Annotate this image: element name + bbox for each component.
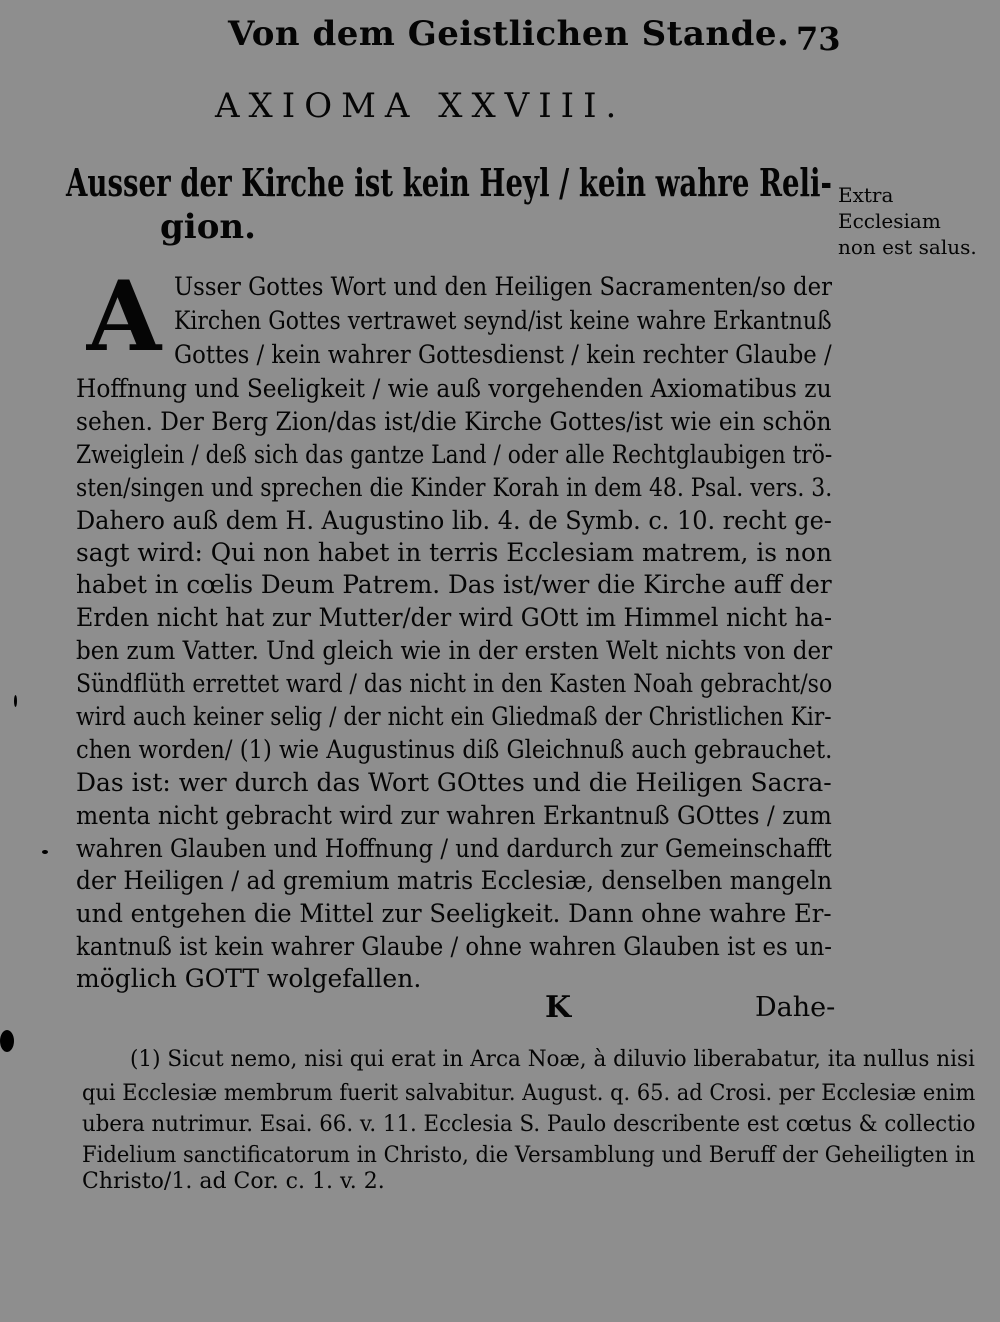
body-line: menta nicht gebracht wird zur wahren Erkantnuß GOttes / zum	[76, 801, 832, 830]
body-line: und entgehen die Mittel zur Seeligkeit. Dann ohne wahre Er-	[76, 899, 832, 928]
body-line: habet in cœlis Deum Patrem. Das ist/wer die Kirche auff der	[76, 570, 832, 599]
body-line: möglich GOTT wolgefallen.	[76, 964, 422, 993]
title-line-1: Ausser der Kirche ist kein Heyl / kein wahre Reli-	[66, 160, 832, 205]
body-line: sagt wird: Qui non habet in terris Ecclesiam matrem, is non	[76, 538, 832, 567]
catchword: Dahe-	[755, 992, 836, 1023]
running-title: Von dem Geistlichen Stande.	[228, 14, 790, 54]
footnote-line: qui Ecclesiæ membrum fuerit salvabitur. August. q. 65. ad Crosi. per Ecclesiæ enim	[82, 1081, 976, 1106]
ink-speck	[42, 850, 48, 854]
body-line: Kirchen Gottes vertrawet seynd/ist keine wahre Erkantnuß	[174, 306, 832, 335]
body-line: Gottes / kein wahrer Gottesdienst / kein rechter Glaube /	[174, 340, 832, 369]
body-line: Usser Gottes Wort und den Heiligen Sacramenten/so der	[174, 272, 832, 301]
body-line: der Heiligen / ad gremium matris Ecclesiæ, denselben mangeln	[76, 866, 833, 895]
title-line-2: gion.	[160, 207, 256, 247]
body-line: Sündflüth errettet ward / das nicht in den Kasten Noah gebracht/so	[76, 669, 833, 698]
body-line: ben zum Vatter. Und gleich wie in der ersten Welt nichts von der	[76, 636, 833, 665]
ink-speck	[14, 695, 17, 707]
body-line: chen worden/ (1) wie Augustinus diß Gleichnuß auch gebrauchet.	[76, 735, 833, 764]
body-line: sten/singen und sprechen die Kinder Korah in dem 48. Psal. vers. 3.	[76, 473, 833, 502]
signature-mark: K	[545, 990, 572, 1025]
body-line: Zweiglein / deß sich das gantze Land / oder alle Rechtglaubigen trö-	[76, 440, 833, 469]
footnote-line: Fidelium sanctificatorum in Christo, die Versamblung und Beruff der Geheiligten in	[82, 1143, 976, 1168]
footnote-line: Christo/1. ad Cor. c. 1. v. 2.	[82, 1169, 385, 1194]
footnote-line: ubera nutrimur. Esai. 66. v. 11. Ecclesia S. Paulo describente est cœtus & collectio	[82, 1112, 976, 1137]
marginal-note: Extra Ecclesiam non est salus.	[838, 183, 977, 259]
ink-speck	[0, 1030, 14, 1052]
body-line: Das ist: wer durch das Wort GOttes und die Heiligen Sacra-	[76, 768, 832, 797]
decorated-initial: A	[86, 260, 162, 373]
body-line: kantnuß ist kein wahrer Glaube / ohne wahren Glauben ist es un-	[76, 932, 833, 961]
body-line: sehen. Der Berg Zion/das ist/die Kirche Gottes/ist wie ein schön	[76, 407, 832, 436]
axiom-heading: AXIOMA XXVIII.	[215, 86, 626, 126]
body-line: Hoffnung und Seeligkeit / wie auß vorgehenden Axiomatibus zu	[76, 374, 832, 403]
body-line: wird auch keiner selig / der nicht ein Gliedmaß der Christlichen Kir-	[76, 702, 832, 731]
body-line: Dahero auß dem H. Augustino lib. 4. de Symb. c. 10. recht ge-	[76, 506, 832, 535]
footnote-line: (1) Sicut nemo, nisi qui erat in Arca Noæ, à diluvio liberabatur, ita nullus nisi	[130, 1047, 975, 1072]
body-line: wahren Glauben und Hoffnung / und dardurch zur Gemeinschafft	[76, 834, 832, 863]
page-number: 73	[796, 20, 841, 58]
body-line: Erden nicht hat zur Mutter/der wird GOtt im Himmel nicht ha-	[76, 603, 833, 632]
